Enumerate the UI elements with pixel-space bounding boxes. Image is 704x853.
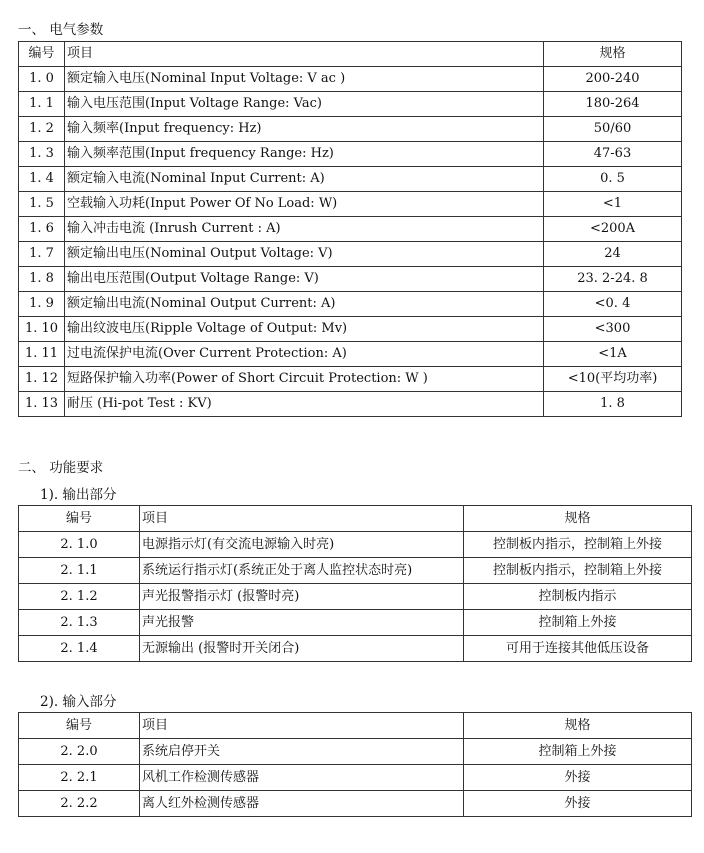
column-header: 编号: [19, 42, 65, 67]
table-row: [19, 558, 692, 584]
row-spec-cell: 24: [544, 242, 682, 267]
row-id-cell: 2. 2.1: [19, 765, 140, 791]
row-spec-cell: 47-63: [544, 142, 682, 167]
section-1-heading: 一、 电气参数: [18, 22, 104, 38]
row-spec-cell: <300: [544, 317, 682, 342]
row-spec-cell: 外接: [464, 791, 692, 817]
row-spec-cell: 23. 2-24. 8: [544, 267, 682, 292]
table-row: [19, 317, 682, 342]
row-id-cell: 2. 1.0: [19, 532, 140, 558]
row-spec-cell: 控制板内指示，控制箱上外接: [464, 532, 692, 558]
row-item-cell: 无源输出 (报警时开关闭合): [140, 636, 464, 662]
row-item-cell: 声光报警指示灯 (报警时亮): [140, 584, 464, 610]
column-header: 项目: [65, 42, 544, 67]
row-id-cell: 2. 1.1: [19, 558, 140, 584]
row-item-cell: 输出纹波电压(Ripple Voltage of Output: Mv): [65, 317, 544, 342]
table-row: [19, 92, 682, 117]
row-id-cell: 2. 2.2: [19, 791, 140, 817]
row-spec-cell: 180-264: [544, 92, 682, 117]
row-spec-cell: 0. 5: [544, 167, 682, 192]
row-item-cell: 系统启停开关: [140, 739, 464, 765]
table-row: [19, 192, 682, 217]
table-row: [19, 532, 692, 558]
table-row: [19, 292, 682, 317]
row-id-cell: 2. 1.3: [19, 610, 140, 636]
row-id-cell: 2. 2.0: [19, 739, 140, 765]
column-header: 编号: [19, 506, 140, 532]
row-id-cell: 1. 0: [19, 67, 65, 92]
row-id-cell: 1. 3: [19, 142, 65, 167]
row-spec-cell: 200-240: [544, 67, 682, 92]
row-item-cell: 输出电压范围(Output Voltage Range: V): [65, 267, 544, 292]
table-row: [19, 167, 682, 192]
output-part-table: [18, 505, 692, 662]
table-row: [19, 67, 682, 92]
table-header-row: [19, 713, 692, 739]
row-id-cell: 1. 10: [19, 317, 65, 342]
row-spec-cell: <0. 4: [544, 292, 682, 317]
table-row: [19, 636, 692, 662]
row-id-cell: 1. 7: [19, 242, 65, 267]
table-header-row: [19, 506, 692, 532]
row-item-cell: 系统运行指示灯(系统正处于离人监控状态时亮): [140, 558, 464, 584]
table-row: [19, 367, 682, 392]
table-row: [19, 739, 692, 765]
table-row: [19, 117, 682, 142]
row-item-cell: 额定输入电压(Nominal Input Voltage: V ac ): [65, 67, 544, 92]
input-part-table: [18, 712, 692, 817]
row-spec-cell: 外接: [464, 765, 692, 791]
electrical-parameters-table: [18, 41, 682, 417]
row-id-cell: 1. 1: [19, 92, 65, 117]
table-row: [19, 142, 682, 167]
row-id-cell: 2. 1.2: [19, 584, 140, 610]
row-id-cell: 1. 6: [19, 217, 65, 242]
row-id-cell: 2. 1.4: [19, 636, 140, 662]
section-2-heading: 二、 功能要求: [18, 460, 104, 476]
row-item-cell: 过电流保护电流(Over Current Protection: A): [65, 342, 544, 367]
table-row: [19, 610, 692, 636]
row-id-cell: 1. 12: [19, 367, 65, 392]
row-spec-cell: <200A: [544, 217, 682, 242]
row-item-cell: 短路保护输入功率(Power of Short Circuit Protection: W ): [65, 367, 544, 392]
row-item-cell: 耐压 (Hi-pot Test : KV): [65, 392, 544, 417]
row-spec-cell: 1. 8: [544, 392, 682, 417]
table-row: [19, 242, 682, 267]
column-header: 项目: [140, 713, 464, 739]
row-spec-cell: 控制板内指示，控制箱上外接: [464, 558, 692, 584]
row-item-cell: 电源指示灯(有交流电源输入时亮): [140, 532, 464, 558]
table-row: [19, 267, 682, 292]
row-item-cell: 输入频率(Input frequency: Hz): [65, 117, 544, 142]
column-header: 规格: [464, 506, 692, 532]
row-item-cell: 输入冲击电流 (Inrush Current : A): [65, 217, 544, 242]
row-spec-cell: 控制箱上外接: [464, 739, 692, 765]
row-id-cell: 1. 5: [19, 192, 65, 217]
table-row: [19, 584, 692, 610]
output-part-heading: 1). 输出部分: [40, 487, 117, 503]
row-item-cell: 额定输出电压(Nominal Output Voltage: V): [65, 242, 544, 267]
row-item-cell: 空载输入功耗(Input Power Of No Load: W): [65, 192, 544, 217]
column-header: 编号: [19, 713, 140, 739]
row-item-cell: 风机工作检测传感器: [140, 765, 464, 791]
table-row: [19, 765, 692, 791]
table-row: [19, 217, 682, 242]
column-header: 规格: [464, 713, 692, 739]
row-id-cell: 1. 9: [19, 292, 65, 317]
column-header: 规格: [544, 42, 682, 67]
row-item-cell: 额定输入电流(Nominal Input Current: A): [65, 167, 544, 192]
row-spec-cell: <1A: [544, 342, 682, 367]
table-row: [19, 791, 692, 817]
row-item-cell: 额定输出电流(Nominal Output Current: A): [65, 292, 544, 317]
table-row: [19, 392, 682, 417]
row-spec-cell: <1: [544, 192, 682, 217]
row-item-cell: 输入电压范围(Input Voltage Range: Vac): [65, 92, 544, 117]
table-row: [19, 342, 682, 367]
row-spec-cell: 50/60: [544, 117, 682, 142]
input-part-heading: 2). 输入部分: [40, 694, 117, 710]
row-id-cell: 1. 4: [19, 167, 65, 192]
row-spec-cell: 可用于连接其他低压设备: [464, 636, 692, 662]
table-header-row: [19, 42, 682, 67]
column-header: 项目: [140, 506, 464, 532]
row-id-cell: 1. 11: [19, 342, 65, 367]
row-item-cell: 声光报警: [140, 610, 464, 636]
row-id-cell: 1. 8: [19, 267, 65, 292]
row-spec-cell: <10(平均功率): [544, 367, 682, 392]
row-item-cell: 输入频率范围(Input frequency Range: Hz): [65, 142, 544, 167]
row-id-cell: 1. 2: [19, 117, 65, 142]
row-item-cell: 离人红外检测传感器: [140, 791, 464, 817]
row-id-cell: 1. 13: [19, 392, 65, 417]
row-spec-cell: 控制板内指示: [464, 584, 692, 610]
row-spec-cell: 控制箱上外接: [464, 610, 692, 636]
